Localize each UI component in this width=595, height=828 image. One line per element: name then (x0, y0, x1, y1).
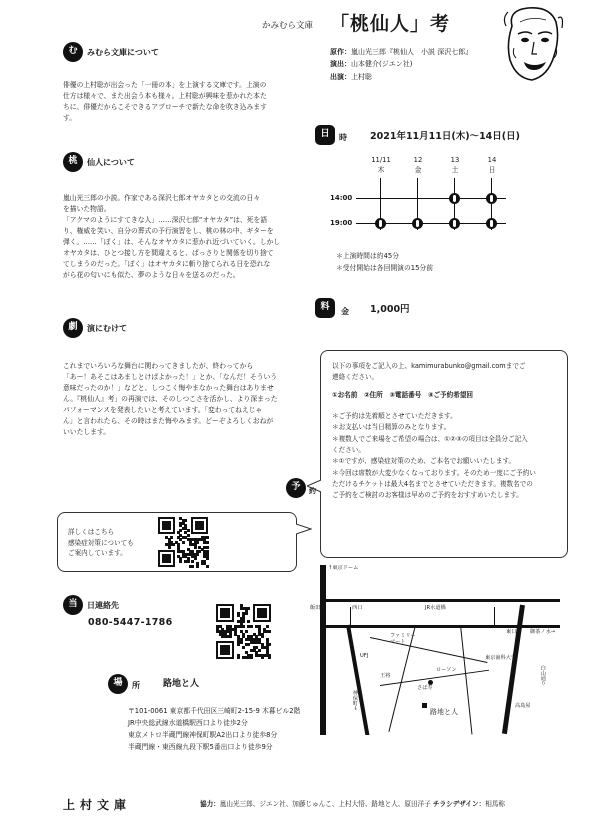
map-label-dental: 東京歯科大学 (485, 655, 517, 661)
map-road (370, 637, 488, 663)
qr-module (261, 635, 264, 638)
credit-value: 山本健介(ジエン社) (351, 60, 413, 69)
time-label: 14:00 (330, 194, 353, 202)
schedule-icon: 日 (315, 125, 335, 145)
play-title: 演にむけて (87, 324, 127, 333)
qr-finder (158, 550, 175, 567)
reservation-fields: ①お名前 ②住所 ③電話番号 ④ご予約希望回 (332, 391, 474, 399)
qr-module (191, 565, 194, 568)
text-line: オヤカタは、ひとつ接し方を間違えると、ばっさりと関係を切り捨て (63, 249, 274, 257)
price-icon: 料 (315, 298, 335, 318)
text-line: ん。『桃仙人』考」の再演では、そのしつこさを活かし、より深まった (63, 395, 278, 403)
contact-icon: 当 (63, 595, 83, 615)
map-road (494, 607, 495, 625)
text-line: 意味だったのか！」などと、しつこく悔やまなかった舞台はありませ (63, 384, 274, 392)
note-line: ください。 (332, 445, 365, 454)
qr-module (268, 643, 271, 646)
note-line: ＊今回は席数が大変少なくなっております。そのため一度にご予約い (332, 468, 536, 477)
text-line: 感染症対策についても (68, 538, 134, 547)
note-line: ＊上演時間は約45分 (336, 252, 400, 260)
note-line: ＊①ですが、感染症対策のため、ご本名でお願いいたします。 (332, 457, 516, 466)
text-line: てしまうのだった。「ぼく」はオヤカタに斬り捨てられる日を恐れな (63, 260, 271, 268)
grid-hline (356, 198, 506, 199)
contact-phone[interactable]: 080-5447-1786 (88, 617, 173, 628)
map-road (320, 565, 326, 735)
price-title: 金 (341, 307, 349, 316)
qr-module (247, 607, 250, 610)
schedule-title: 時 (339, 133, 347, 142)
map-road (346, 625, 371, 735)
text-line: いいたします。 (63, 428, 111, 436)
map-road (320, 625, 560, 628)
qr-module (206, 565, 209, 568)
credit-value: 嵐山光三郎『桃仙人 小説 深沢七郎』 (351, 48, 473, 56)
text-line: 俳優の上村聡が出会った「一冊の本」を上演する文庫です。上演の (63, 81, 267, 89)
qr-code-covid[interactable] (158, 517, 208, 567)
text-line: ご案内しています。 (68, 549, 127, 558)
station-marker (428, 680, 433, 685)
qr-module (237, 643, 240, 646)
qr-module (172, 543, 175, 546)
address-line: 〒101-0061 東京都千代田区三崎町2-15-9 木暮ビル2階 (128, 707, 301, 715)
col-dow: 土 (451, 165, 459, 174)
sennin-text (63, 193, 303, 281)
map-label-hakusan: 白山通り (539, 665, 546, 686)
qr-module (206, 541, 209, 544)
credit-label: 原作： (330, 48, 351, 56)
intro-line: 連絡ください。 (332, 372, 379, 381)
qr-module (242, 646, 245, 649)
qr-code-venue[interactable] (216, 604, 271, 659)
cooperation-names: 嵐山光三郎、ジエン社、加藤じゅんこ、上村大悟、路地と人、原田洋子 (219, 800, 431, 808)
text-line: 嵐山光三郎の小説。作家である深沢七郎オヤカタとの交流の日々 (63, 194, 261, 202)
designer-name: 相馬称 (485, 800, 505, 808)
qr-module (247, 643, 250, 646)
access-map (310, 565, 570, 735)
text-line: がら花の匂いにも似た、夢のような日々を送るのだった。 (63, 271, 240, 279)
qr-module (237, 656, 240, 659)
reservation-intro (332, 361, 564, 382)
map-road (320, 599, 560, 602)
address-line: 半蔵門線・東西線九段下駅5番出口より徒歩9分 (128, 742, 273, 751)
qr-module (240, 641, 243, 644)
bunko-title: みむら文庫について (87, 48, 159, 57)
qr-module (187, 560, 190, 563)
play-text (63, 361, 303, 438)
schedule-grid (330, 156, 530, 236)
credit-value: 上村聡 (351, 72, 372, 81)
design-label: チラシデザイン： (432, 800, 486, 808)
venue-name: 路地と人 (163, 679, 200, 689)
intro-line: 以下の事項をご記入の上、kamimurabunko@gmail.comまでご (332, 362, 526, 370)
reservation-title: 約 (309, 487, 316, 495)
qr-module (250, 656, 253, 659)
portrait-illustration (498, 4, 566, 86)
map-label-ufj: UFJ (360, 653, 369, 659)
reservation-notes (332, 411, 564, 502)
text-line: パフォーマンスを発表したいと考えています。「変わってねえじゃ (63, 406, 263, 414)
schedule-dates: 2021年11月11日(木)～14日(日) (370, 131, 520, 142)
note-line: ＊複数人でご来場をご希望の場合は、①②③の項目は全員分ご記入 (332, 434, 528, 443)
note-line: ＊ご予約は先着順とさせていただきます。 (332, 412, 457, 420)
qr-module (268, 656, 271, 659)
schedule-notes (336, 251, 433, 274)
credit-label: 演出： (330, 60, 351, 69)
reservation-icon: 予 (286, 478, 306, 498)
qr-module (242, 625, 245, 628)
qr-module (245, 612, 248, 615)
sennin-title: 仙人について (87, 158, 135, 167)
text-line: ちに、俳優だからこそできるアプローチで新たな命を吹き込みます (63, 103, 267, 111)
text-line: 仕方は様々で、また出会う本も様々。上村聡が興味を惹かれた本た (63, 92, 267, 100)
col-dow: 金 (414, 165, 422, 174)
play-icon: 劇 (63, 318, 83, 338)
qr-module (179, 560, 182, 563)
performance-dot (449, 193, 460, 204)
contact-title: 日連絡先 (87, 601, 119, 610)
text-line: 詳しくはこちら (68, 528, 115, 536)
note-line: ＊受付開始は各回開演の15分前 (336, 263, 434, 272)
qr-finder (253, 604, 271, 622)
map-label-familymart: ファミリー マート (390, 633, 416, 646)
qr-module (247, 620, 250, 623)
bunko-icon: む (63, 42, 83, 62)
publisher-label: かみむら文庫 (262, 21, 314, 31)
map-label-koubou: 高島屋 (515, 703, 531, 709)
address-line: JR中央総武線水道橋駅西口より徒歩2分 (128, 718, 248, 727)
text-line: を描いた物語。 (63, 205, 111, 213)
qr-module (266, 625, 269, 628)
col-header (479, 156, 505, 175)
covid-text (68, 527, 168, 559)
venue-icon: 場 (108, 674, 128, 694)
map-label-higashiguchi: 東口 (506, 629, 517, 635)
qr-module (258, 649, 261, 652)
text-line: これまでいろいろな舞台に関わってきましたが、終わってから (63, 362, 254, 370)
col-header (368, 156, 394, 175)
col-date: 11/11 (371, 156, 391, 164)
map-label-venue: 路地と人 (430, 708, 458, 716)
map-label-nishiguchi: 西口 (352, 605, 363, 611)
qr-finder (216, 641, 234, 659)
map-road (380, 670, 489, 686)
qr-module (261, 656, 264, 659)
qr-module (168, 546, 171, 549)
performance-dot (412, 218, 423, 229)
qr-finder (158, 517, 175, 534)
qr-module (191, 560, 194, 563)
map-road (460, 625, 472, 735)
qr-module (250, 625, 253, 628)
venue-title: 所 (132, 681, 140, 690)
qr-module (268, 630, 271, 633)
map-label-jr: JR水道橋 (425, 605, 446, 611)
address-line: 東京メトロ半蔵門線神保町駅A2出口より徒歩8分 (128, 730, 278, 739)
cooperation-label: 協力： (200, 800, 220, 808)
map-label-jimbocho: 神保町→ (351, 690, 358, 710)
col-date: 12 (413, 156, 423, 164)
col-dow: 木 (377, 165, 385, 174)
col-header (405, 156, 431, 175)
footer-logo: 上村文庫 (63, 798, 132, 812)
col-header (442, 156, 468, 175)
title-mark: 「桃仙人」考 (330, 13, 451, 35)
qr-module (245, 630, 248, 633)
qr-module (242, 620, 245, 623)
credits-block (330, 46, 472, 83)
map-label-iidabashi: 飯田橋 (310, 605, 326, 611)
text-line: す。 (63, 114, 77, 122)
sennin-icon: 桃 (63, 152, 83, 172)
reservation-box (320, 350, 568, 558)
performance-dot (486, 193, 497, 204)
text-line: 「あー！あそこはあましとけばよかった！」とか、「なんだ！そういう (63, 373, 278, 381)
map-label-ochanomizu: 御茶ノ水→ (530, 629, 556, 635)
bubble-tail (296, 522, 312, 536)
col-date: 13 (450, 156, 460, 164)
qr-module (196, 565, 199, 568)
map-label-dome: ↑東京ドーム (328, 565, 359, 571)
note-line: ＊お支払いは当日精算のみとなります。 (332, 423, 451, 432)
text-line: り、権威を笑い、自分の葬式の予行演習をし、桃の林の中、ギターを (63, 227, 274, 235)
qr-finder (191, 517, 208, 534)
map-label-sabaya: さば寿 (417, 685, 433, 691)
performance-dot (486, 218, 497, 229)
time-label: 19:00 (330, 219, 353, 227)
map-road (350, 607, 351, 625)
note-line: ご予約をご検討のお客様は早めのご予約をおすすめいたします。 (332, 491, 523, 500)
price-amount: 1,000円 (370, 304, 410, 315)
qr-module (206, 546, 209, 549)
col-date: 14 (487, 156, 497, 164)
qr-finder (216, 604, 234, 622)
col-dow: 日 (488, 165, 496, 174)
map-label-oushu: 王将 (380, 673, 391, 679)
qr-module (194, 546, 197, 549)
text-line: 「アクマのようにすてきな人」……深沢七郎“オヤカタ”は、死を語 (63, 216, 268, 224)
qr-module (229, 635, 232, 638)
text-line: 弾く。……「ぼく」は、そんなオヤカタに惹かれ近づいていく。しかし (63, 238, 281, 246)
text-line: ん」と言われたら、その時はまた悔やみます。どーぞよろしくおねが (63, 417, 274, 425)
bunko-text (63, 80, 303, 124)
map-label-lawson: ローソン (436, 667, 457, 673)
credit-label: 出演： (330, 72, 351, 81)
note-line: ただけるチケットは最大4名までとさせていただきます。複数名での (332, 479, 533, 488)
performance-dot (375, 218, 386, 229)
performance-dot (449, 218, 460, 229)
venue-marker (422, 703, 427, 708)
qr-module (182, 541, 185, 544)
footer-credits (200, 800, 505, 810)
